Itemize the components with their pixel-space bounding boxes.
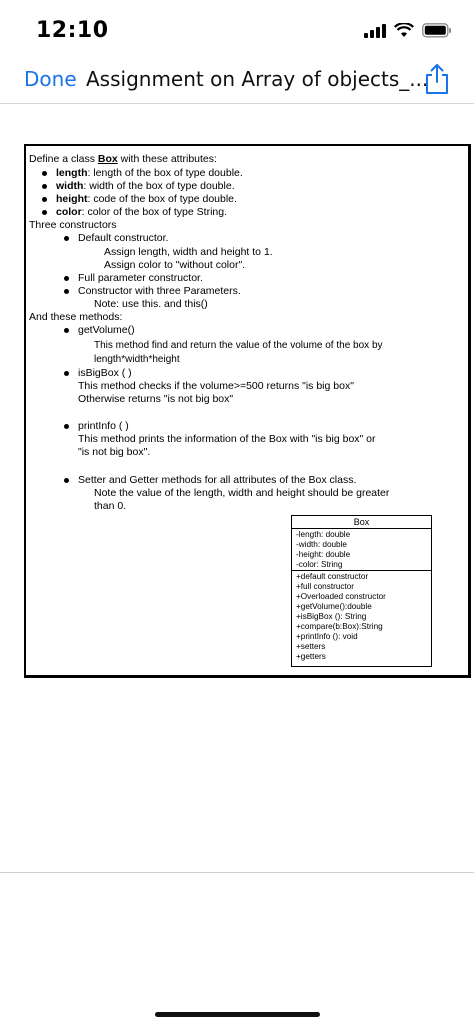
- share-icon[interactable]: [422, 63, 452, 95]
- printinfo-desc1: This method prints the information of the Box with "is big box" or: [78, 433, 376, 445]
- default-constructor-line1: Assign length, width and height to 1.: [104, 246, 273, 258]
- attribute-color: color: color of the box of type String.: [56, 206, 228, 218]
- uml-class-diagram: [291, 515, 432, 667]
- page-gap: [0, 104, 474, 144]
- attribute-height: height: code of the box of type double.: [56, 193, 237, 205]
- uml-attribute: -width: double: [296, 540, 347, 549]
- uml-method: +full constructor: [296, 582, 355, 591]
- isbigbox-desc2: Otherwise returns "is not big box": [78, 393, 234, 405]
- page-end-divider: [0, 872, 474, 873]
- uml-method: +printInfo (): void: [296, 632, 358, 641]
- uml-method: +getVolume():double: [296, 602, 372, 611]
- method-getvolume: getVolume(): [78, 324, 135, 336]
- uml-methods: [292, 571, 431, 662]
- uml-class-name: Box: [292, 516, 431, 529]
- intro-line: [29, 153, 217, 166]
- getvolume-desc2: length*width*height: [94, 354, 180, 365]
- status-icons: [364, 22, 452, 38]
- uml-method: +default constructor: [296, 572, 369, 581]
- uml-method: +compare(b:Box):String: [296, 622, 383, 631]
- isbigbox-desc1: This method checks if the volume>=500 returns "is big box": [78, 380, 354, 392]
- uml-attribute: -length: double: [296, 530, 351, 539]
- class-name: Box: [97, 153, 118, 165]
- status-time: 12:10: [36, 18, 109, 43]
- battery-icon: [422, 23, 452, 38]
- uml-method: +isBigBox (): String: [296, 612, 367, 621]
- setter-getter-note2: than 0.: [94, 500, 127, 512]
- intro-text: Define a class: [29, 153, 98, 165]
- navigation-bar: [0, 57, 474, 104]
- uml-attribute: -height: double: [296, 550, 351, 559]
- attribute-length: length: length of the box of type double.: [56, 167, 243, 179]
- home-indicator[interactable]: [155, 1012, 320, 1017]
- default-constructor: Default constructor.: [78, 232, 169, 244]
- setter-getter-methods: Setter and Getter methods for all attributes of the Box class.: [78, 474, 357, 486]
- uml-attribute: -color: String: [296, 560, 343, 569]
- intro-tail: with these attributes:: [117, 153, 217, 165]
- attribute-width: width: width of the box of type double.: [56, 180, 235, 192]
- setter-getter-note1: Note the value of the length, width and height should be greater: [94, 487, 390, 499]
- uml-method: +setters: [296, 642, 326, 651]
- default-constructor-line2: Assign color to "without color".: [104, 259, 246, 271]
- cellular-signal-icon: [364, 22, 386, 38]
- document-title: Assignment on Array of objects_...: [86, 67, 429, 91]
- methods-heading: And these methods:: [29, 311, 123, 323]
- method-isbigbox: isBigBox ( ): [78, 367, 132, 379]
- printinfo-desc2: "is not big box".: [78, 446, 151, 458]
- full-constructor: Full parameter constructor.: [78, 272, 203, 284]
- done-button[interactable]: Done: [24, 67, 77, 91]
- status-bar: [0, 0, 474, 60]
- three-param-constructor: Constructor with three Parameters.: [78, 285, 241, 297]
- uml-method: +getters: [296, 652, 326, 661]
- getvolume-desc1: This method find and return the value of the volume of the box by: [94, 340, 383, 351]
- constructors-heading: Three constructors: [29, 219, 117, 231]
- uml-attributes: [292, 529, 431, 571]
- method-printinfo: printInfo ( ): [78, 420, 129, 432]
- three-param-note: Note: use this. and this(): [94, 298, 208, 310]
- uml-method: +Overloaded constructor: [296, 592, 386, 601]
- wifi-icon: [394, 23, 414, 38]
- document-page: [24, 144, 471, 678]
